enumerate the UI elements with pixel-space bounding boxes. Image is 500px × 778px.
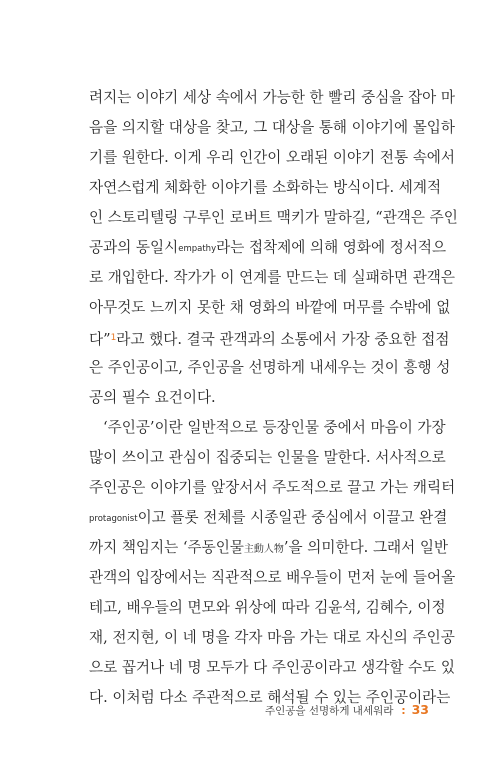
text-segment: 다” xyxy=(89,331,111,348)
text-segment: ’을 의미한다. 그래서 일반 xyxy=(283,539,449,556)
footer-separator: : xyxy=(401,705,406,717)
body-text xyxy=(89,83,458,713)
text-segment: 공과의 동일시 xyxy=(89,239,179,256)
text-line: 다. 이처럼 다소 주관적으로 해석될 수 있는 주인공이라는 xyxy=(89,689,451,706)
text-line: 아무것도 느끼지 못한 채 영화의 바깥에 머무를 수밖에 없 xyxy=(89,299,451,316)
text-line: 음을 의지할 대상을 찾고, 그 대상을 통해 이야기에 몰입하 xyxy=(89,119,455,136)
text-line: 주인공은 이야기를 앞장서서 주도적으로 끌고 가는 캐릭터 xyxy=(89,479,456,496)
text-line xyxy=(89,503,448,533)
text-segment: 이고 플롯 전체를 시종일관 중심에서 이끌고 완결 xyxy=(137,509,448,526)
text-line xyxy=(89,233,447,263)
english-gloss: empathy xyxy=(178,244,217,254)
text-line: 자연스럽게 체화한 이야기를 소화하는 방식이다. 세계적 xyxy=(89,179,442,196)
text-line: 테고, 배우들의 면모와 위상에 따라 김윤석, 김혜수, 이정 xyxy=(89,599,446,616)
text-line: 려지는 이야기 세상 속에서 가능한 한 빨리 중심을 잡아 마 xyxy=(89,89,455,106)
running-title: 주인공을 선명하게 내세워라 xyxy=(264,705,394,717)
text-line: 로 개입한다. 작가가 이 연계를 만드는 데 실패하면 관객은 xyxy=(89,269,455,286)
text-line: 기를 원한다. 이게 우리 인간이 오래된 이야기 전통 속에서 xyxy=(89,149,455,166)
text-line: 관객의 입장에서는 직관적으로 배우들이 먼저 눈에 들어올 xyxy=(89,569,456,586)
hanja-gloss: 主動人物 xyxy=(243,544,284,555)
text-line xyxy=(89,533,449,563)
text-segment: 까지 책임지는 ‘주동인물 xyxy=(89,539,244,556)
text-line: ‘주인공’이란 일반적으로 등장인물 중에서 마음이 가장 xyxy=(103,419,446,436)
text-segment: 라고 했다. 결국 관객과의 소통에서 가장 중요한 접점 xyxy=(116,331,450,348)
text-line: 재, 전지현, 이 네 명을 각자 마음 가는 대로 자신의 주인공 xyxy=(89,629,455,646)
text-line xyxy=(89,323,450,353)
text-line: 으로 꼽거나 네 명 모두가 다 주인공이라고 생각할 수도 있 xyxy=(89,659,455,676)
text-line: 공의 필수 요건이다. xyxy=(89,389,216,406)
text-segment: 라는 접착제에 의해 영화에 정서적으 xyxy=(216,239,447,256)
page-number: 33 xyxy=(411,702,429,717)
footnote-reference[interactable]: 1 xyxy=(110,333,117,343)
text-line: 은 주인공이고, 주인공을 선명하게 내세우는 것이 흥행 성 xyxy=(89,359,451,376)
page-footer xyxy=(265,702,429,718)
text-line: 많이 쓰이고 관심이 집중되는 인물을 말한다. 서사적으로 xyxy=(89,449,446,466)
english-gloss: protagonist xyxy=(89,514,138,524)
text-line: 인 스토리텔링 구루인 로버트 맥키가 말하길, “관객은 주인 xyxy=(89,209,458,226)
